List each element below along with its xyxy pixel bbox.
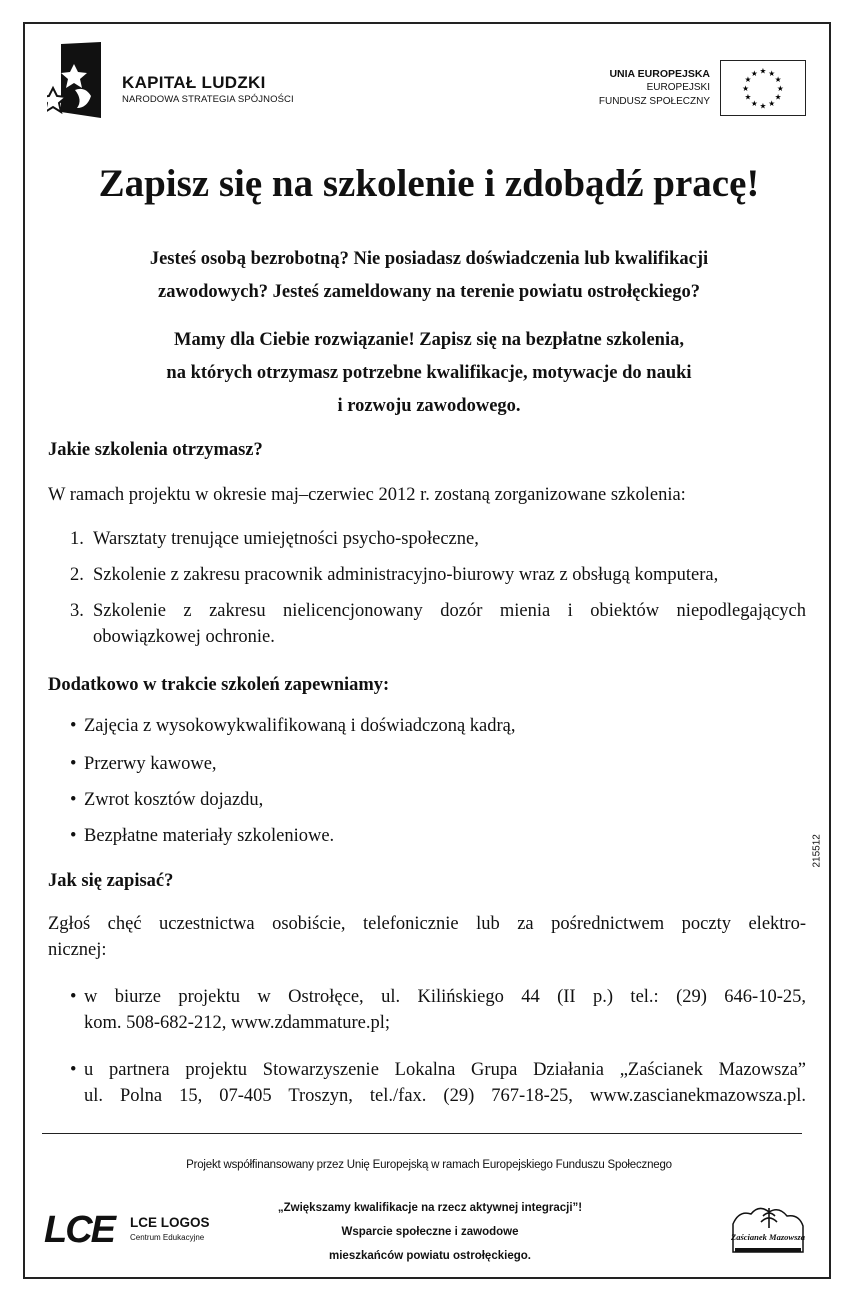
list-item: u partnera projektu Stowarzyszenie Lokalna Grupa Działania „Zaścianek Mazowsza” xyxy=(84,1060,806,1080)
list-item: Zajęcia z wysokowykwalifikowaną i doświadczoną kadrą, xyxy=(84,716,516,736)
list-item-continuation: ul. Polna 15, 07-405 Troszyn, tel./fax. (29) 767-18-25, www.zascianekmazowsza.pl. xyxy=(84,1086,806,1106)
section-heading-signup: Jak się zapisać? xyxy=(48,871,174,891)
divider xyxy=(42,1133,802,1134)
list-item: Warsztaty trenujące umiejętności psycho-społeczne, xyxy=(93,529,479,549)
bullet-icon: • xyxy=(70,826,77,846)
intro-answer-line-2: na których otrzymasz potrzebne kwalifikacje, motywacje do nauki xyxy=(166,363,692,383)
eu-star-icon: ★ xyxy=(776,83,784,93)
eu-star-icon: ★ xyxy=(759,101,767,111)
eu-star-icon: ★ xyxy=(750,68,758,78)
list-item: Szkolenie z zakresu nielicencjonowany dozór mienia i obiektów niepodlegających xyxy=(93,601,806,621)
slogan-line-2: Wsparcie społeczne i zawodowe xyxy=(341,1226,519,1238)
intro-question-line-1: Jesteś osobą bezrobotną? Nie posiadasz doświadczenia lub kwalifikacji xyxy=(149,249,709,269)
eu-line-2: EUROPEJSKI xyxy=(646,82,710,93)
list-item-number: 1. xyxy=(70,529,84,549)
list-item: Szkolenie z zakresu pracownik administracyjno-biurowy wraz z obsługą komputera, xyxy=(93,565,719,585)
bullet-icon: • xyxy=(70,987,77,1007)
bullet-icon: • xyxy=(70,790,77,810)
eu-star-icon: ★ xyxy=(744,92,752,102)
lce-subtitle: Centrum Edukacyjne xyxy=(130,1233,205,1242)
intro-questions xyxy=(60,243,798,309)
side-code-text: 215512 xyxy=(811,834,823,868)
section-heading-trainings: Jakie szkolenia otrzymasz? xyxy=(48,440,263,460)
eu-label xyxy=(599,67,710,109)
intro-question-line-2: zawodowych? Jesteś zameldowany na terenie powiatu ostrołęckiego? xyxy=(158,282,700,302)
kapital-ludzki-subtitle: NARODOWA STRATEGIA SPÓJNOŚCI xyxy=(122,94,294,105)
zascianek-mazowsza-name: Zaścianek Mazowsza xyxy=(731,1232,805,1242)
bullet-icon: • xyxy=(70,754,77,774)
slogan-line-3: mieszkańców powiatu ostrołęckiego. xyxy=(329,1250,531,1262)
project-slogan xyxy=(240,1196,620,1268)
lce-mark: LCE xyxy=(44,1209,114,1251)
list-item: Przerwy kawowe, xyxy=(84,754,217,774)
cofinance-note: Projekt współfinansowany przez Unię Europejską w ramach Europejskiego Funduszu Społecznego xyxy=(186,1159,672,1171)
kapital-ludzki-title: KAPITAŁ LUDZKI xyxy=(122,73,266,92)
page-title: Zapisz się na szkolenie i zdobądź pracę! xyxy=(98,162,760,205)
section-heading-extras: Dodatkowo w trakcie szkoleń zapewniamy: xyxy=(48,675,390,695)
eu-star-icon: ★ xyxy=(774,75,782,85)
side-code xyxy=(811,818,823,868)
eu-line-3: FUNDUSZ SPOŁECZNY xyxy=(598,96,710,107)
eu-star-icon: ★ xyxy=(744,75,752,85)
section-text-signup: Zgłoś chęć uczestnictwa osobiście, telefonicznie lub za pośrednictwem poczty elektro- xyxy=(48,914,806,934)
list-item: Zwrot kosztów dojazdu, xyxy=(84,790,264,810)
eu-flag-icon xyxy=(720,60,806,116)
eu-star-icon: ★ xyxy=(750,98,758,108)
list-item-number: 3. xyxy=(70,601,84,621)
bullet-icon: • xyxy=(70,1060,77,1080)
kapital-ludzki-logo-icon xyxy=(47,42,103,118)
section-text-signup-continuation: nicznej: xyxy=(48,940,107,960)
eu-star-icon: ★ xyxy=(768,98,776,108)
list-item-number: 2. xyxy=(70,565,84,585)
eu-star-icon: ★ xyxy=(759,66,767,76)
section-text-trainings: W ramach projektu w okresie maj–czerwiec 2012 r. zostaną zorganizowane szkolenia: xyxy=(48,485,686,505)
zascianek-mazowsza-logo xyxy=(729,1202,807,1260)
list-item: Bezpłatne materiały szkoleniowe. xyxy=(84,826,335,846)
lce-name: LCE LOGOS xyxy=(130,1215,210,1230)
zascianek-mazowsza-icon xyxy=(729,1202,807,1260)
eu-star-icon: ★ xyxy=(774,92,782,102)
eu-star-icon: ★ xyxy=(742,83,750,93)
intro-answer xyxy=(60,324,798,423)
list-item-continuation: kom. 508-682-212, www.zdammature.pl; xyxy=(84,1013,391,1033)
intro-answer-line-1: Mamy dla Ciebie rozwiązanie! Zapisz się na bezpłatne szkolenia, xyxy=(174,330,684,350)
list-item-continuation: obowiązkowej ochronie. xyxy=(93,627,275,647)
slogan-line-1: „Zwiększamy kwalifikacje na rzecz aktywnej integracji”! xyxy=(277,1202,583,1214)
eu-star-icon: ★ xyxy=(768,68,776,78)
bullet-icon: • xyxy=(70,716,77,736)
list-item: w biurze projektu w Ostrołęce, ul. Kilińskiego 44 (II p.) tel.: (29) 646-10-25, xyxy=(84,987,806,1007)
eu-line-1: UNIA EUROPEJSKA xyxy=(609,68,710,80)
intro-answer-line-3: i rozwoju zawodowego. xyxy=(337,396,521,416)
lce-logos-logo xyxy=(44,1207,244,1259)
